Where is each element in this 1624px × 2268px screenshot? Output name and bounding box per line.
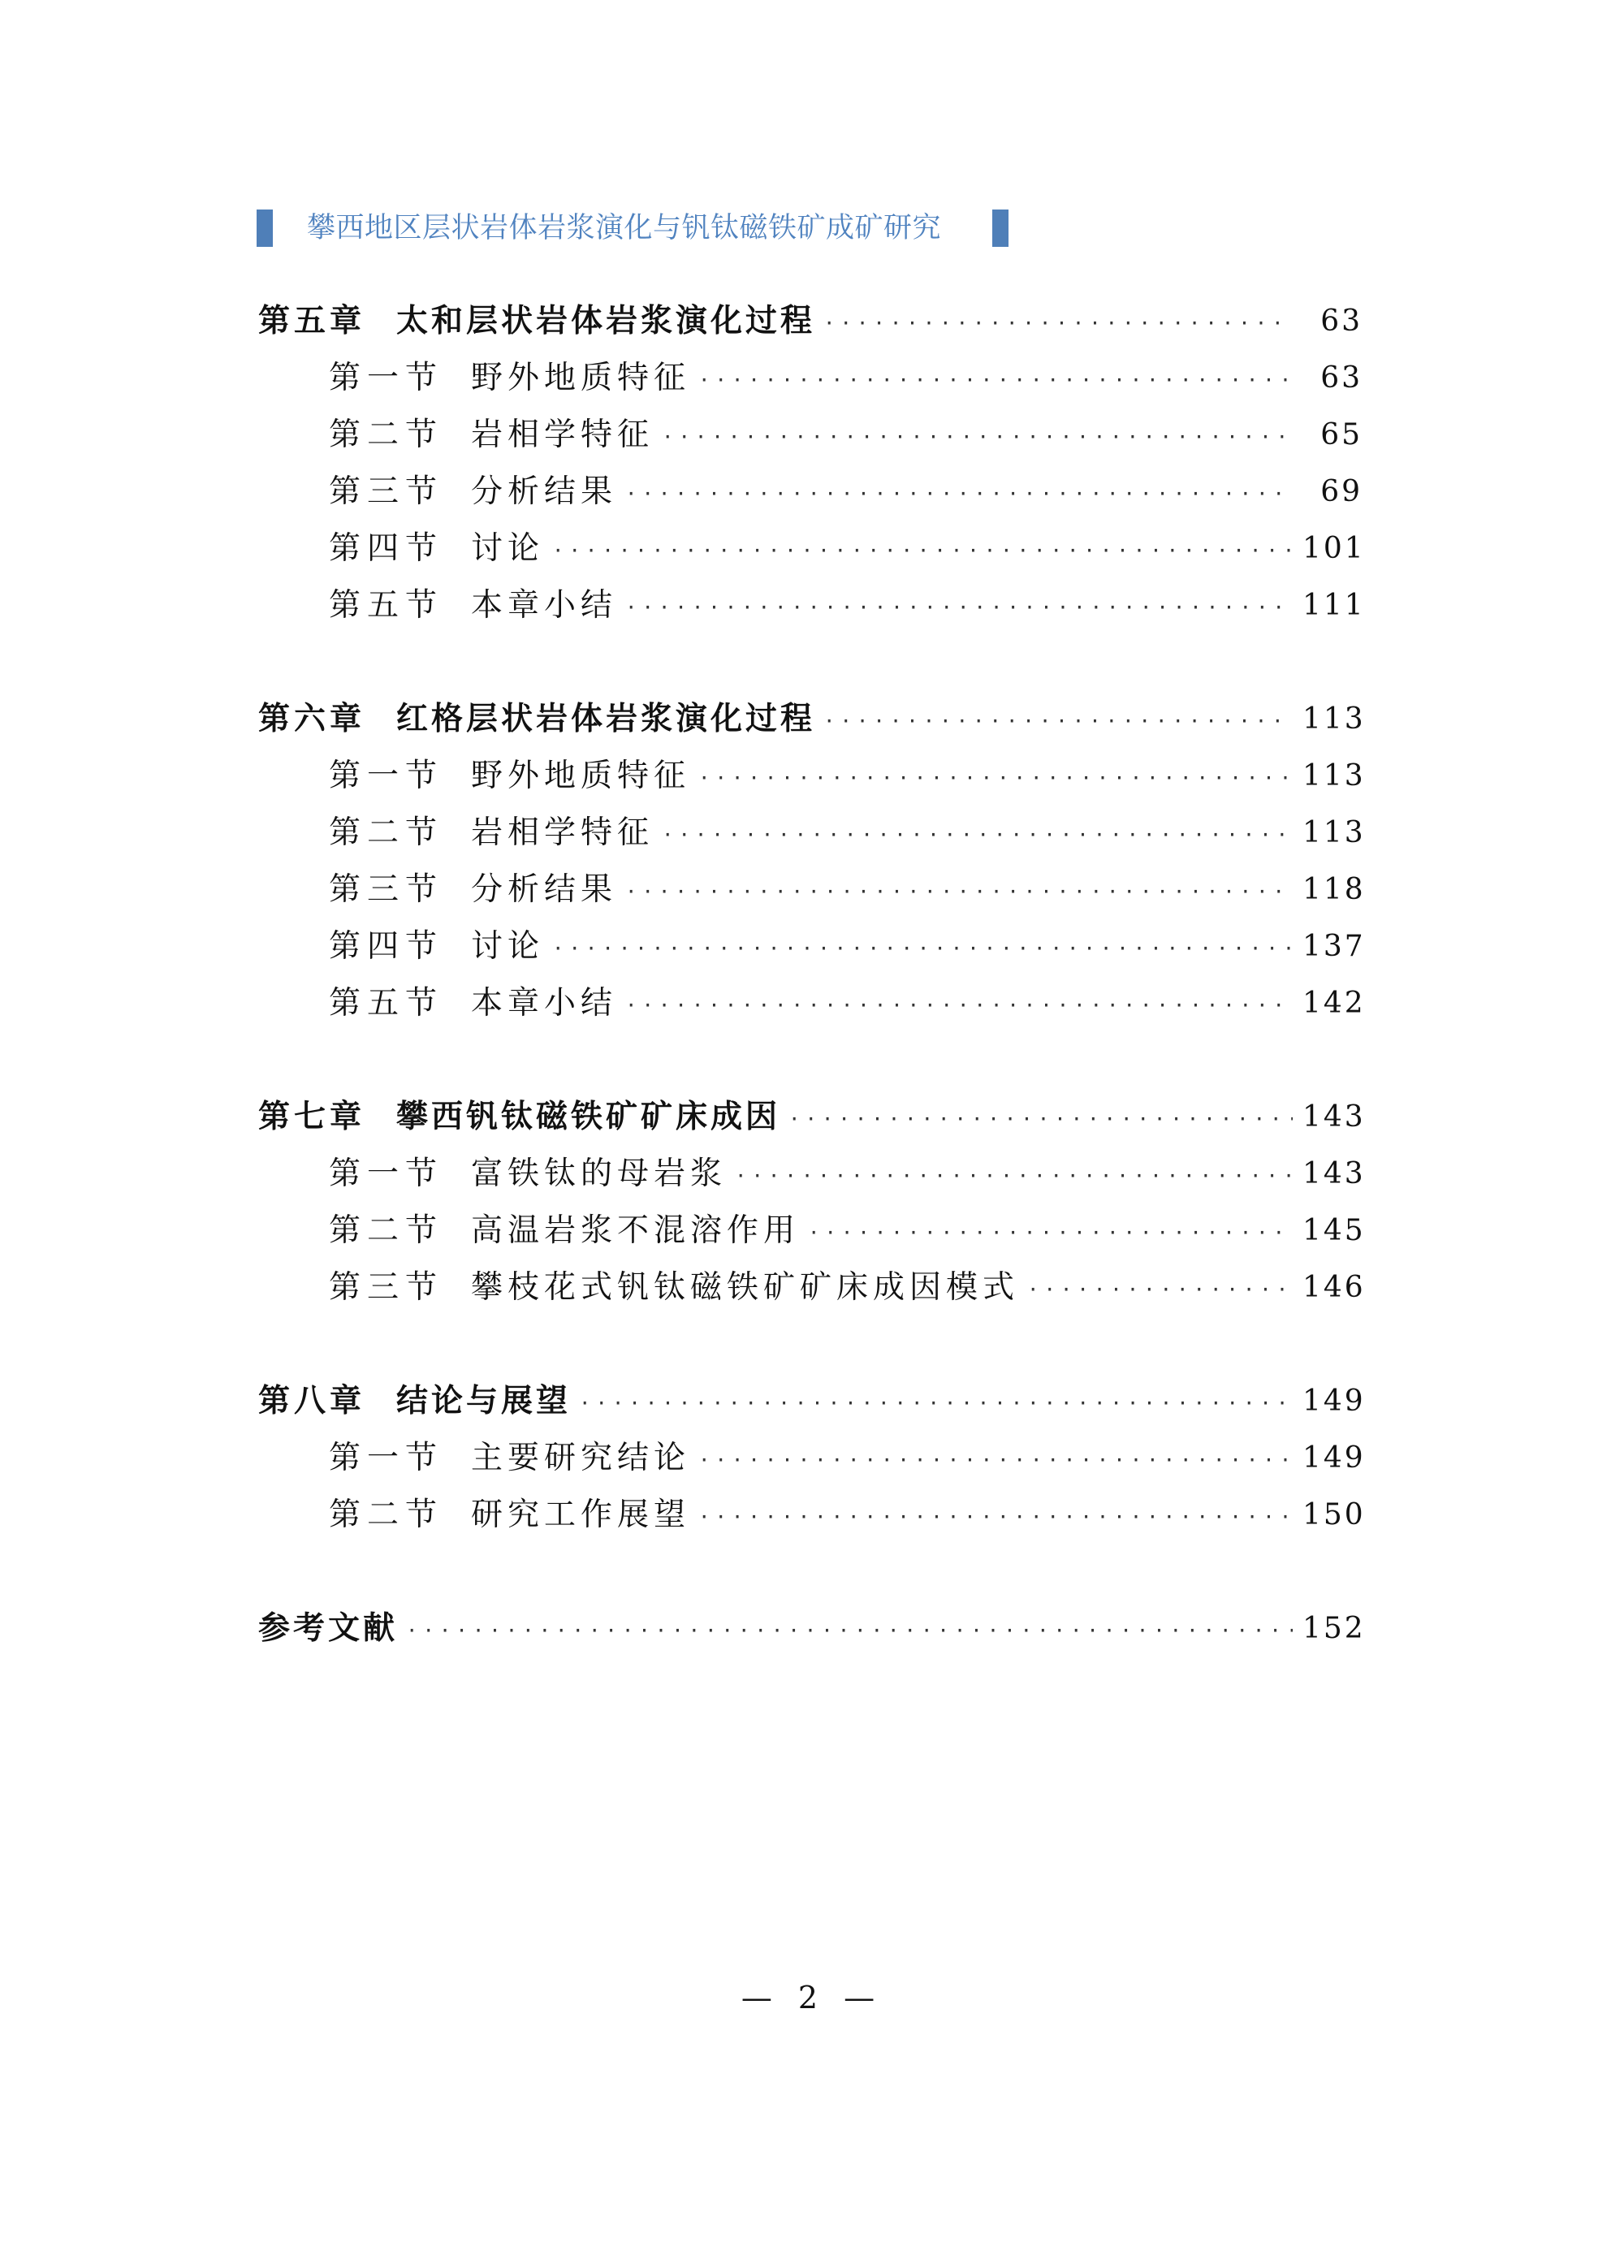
toc-section-8-1[interactable]	[329, 1434, 1366, 1483]
page-number: 113	[1302, 816, 1366, 849]
toc-section-6-5[interactable]	[329, 979, 1366, 1028]
leader-dots	[625, 866, 1293, 914]
page-number: 149	[1302, 1441, 1366, 1475]
leader-dots	[552, 525, 1293, 573]
section-label: 第二节	[329, 1497, 444, 1533]
chapter-label: 第八章	[258, 1383, 366, 1419]
page-number: 143	[1302, 1100, 1366, 1134]
section-label: 第一节	[329, 758, 444, 794]
leader-dots	[662, 809, 1293, 858]
running-header	[257, 210, 1010, 247]
leader-dots	[662, 411, 1293, 460]
chapter-label: 第七章	[258, 1099, 366, 1135]
page-number: 118	[1302, 873, 1366, 906]
section-title: 岩相学特征	[471, 814, 654, 851]
section-title: 讨论	[471, 928, 545, 965]
running-header-title: 攀西地区层状岩体岩浆演化与钒钛磁铁矿成矿研究	[307, 212, 942, 244]
toc-section-7-1[interactable]	[329, 1150, 1366, 1199]
section-label: 第二节	[329, 814, 444, 851]
leader-dots	[788, 1093, 1293, 1142]
page-number: 63	[1320, 305, 1363, 338]
toc-chapter-7[interactable]	[258, 1093, 1366, 1142]
page-number: 65	[1320, 418, 1363, 451]
page-number: 113	[1302, 759, 1366, 793]
section-label: 第三节	[329, 1269, 444, 1306]
section-title: 本章小结	[471, 985, 618, 1022]
section-label: 第一节	[329, 360, 444, 396]
leader-dots	[579, 1377, 1293, 1426]
section-label: 第五节	[329, 985, 444, 1022]
toc-section-8-2[interactable]	[329, 1491, 1366, 1540]
page-number: 145	[1302, 1214, 1366, 1247]
section-title: 富铁钛的母岩浆	[471, 1156, 728, 1192]
toc-chapter-5[interactable]	[258, 297, 1363, 346]
toc-section-7-3[interactable]	[329, 1264, 1366, 1312]
header-bar-right	[992, 210, 1009, 247]
leader-dots	[698, 1434, 1293, 1483]
toc-chapter-6[interactable]	[258, 695, 1366, 744]
section-title: 攀枝花式钒钛磁铁矿矿床成因模式	[471, 1269, 1020, 1306]
section-title: 高温岩浆不混溶作用	[471, 1212, 801, 1249]
leader-dots	[1027, 1264, 1293, 1312]
section-label: 第五节	[329, 587, 444, 624]
chapter-title: 结论与展望	[396, 1383, 572, 1419]
chapter-label: 第五章	[258, 303, 366, 339]
leader-dots	[625, 979, 1293, 1028]
toc-references[interactable]	[258, 1605, 1366, 1653]
chapter-title: 攀西钒钛磁铁矿矿床成因	[396, 1099, 781, 1135]
section-title: 野外地质特征	[471, 360, 691, 396]
page-number: 146	[1302, 1271, 1366, 1304]
leader-dots	[735, 1150, 1293, 1199]
section-title: 岩相学特征	[471, 417, 654, 453]
leader-dots	[823, 297, 1293, 346]
toc-section-6-2[interactable]	[329, 809, 1366, 858]
section-title: 分析结果	[471, 473, 618, 510]
leader-dots	[823, 695, 1293, 744]
section-title: 主要研究结论	[471, 1440, 691, 1476]
section-label: 第一节	[329, 1156, 444, 1192]
page-number: 152	[1302, 1612, 1366, 1645]
toc-section-5-1[interactable]	[329, 354, 1363, 403]
header-bar-left	[257, 210, 273, 247]
leader-dots	[698, 752, 1293, 801]
toc-section-5-5[interactable]	[329, 581, 1366, 630]
toc-section-6-1[interactable]	[329, 752, 1366, 801]
section-label: 第四节	[329, 530, 444, 567]
section-label: 第三节	[329, 871, 444, 908]
chapter-label: 第六章	[258, 701, 366, 737]
section-label: 第三节	[329, 473, 444, 510]
toc-section-7-2[interactable]	[329, 1207, 1366, 1255]
page-number: 150	[1302, 1498, 1366, 1531]
leader-dots	[625, 581, 1293, 630]
page-number: 137	[1302, 930, 1366, 963]
section-title: 研究工作展望	[471, 1497, 691, 1533]
section-label: 第一节	[329, 1440, 444, 1476]
toc-section-6-3[interactable]	[329, 866, 1366, 914]
page-number: 63	[1320, 361, 1363, 395]
page-number: 111	[1302, 589, 1366, 622]
section-title: 讨论	[471, 530, 545, 567]
page-folio: — 2 —	[741, 1980, 883, 2015]
section-title: 野外地质特征	[471, 758, 691, 794]
leader-dots	[406, 1605, 1293, 1653]
leader-dots	[625, 468, 1293, 516]
page-number: 142	[1302, 987, 1366, 1020]
toc-section-5-2[interactable]	[329, 411, 1363, 460]
leader-dots	[552, 922, 1293, 971]
page-number: 69	[1320, 475, 1363, 508]
section-label: 第二节	[329, 1212, 444, 1249]
section-label: 第四节	[329, 928, 444, 965]
references-title: 参考文献	[258, 1610, 399, 1647]
toc-section-5-3[interactable]	[329, 468, 1363, 516]
chapter-title: 太和层状岩体岩浆演化过程	[396, 303, 816, 339]
toc-section-6-4[interactable]	[329, 922, 1366, 971]
toc-section-5-4[interactable]	[329, 525, 1366, 573]
page-number: 101	[1302, 532, 1366, 565]
toc-chapter-8[interactable]	[258, 1377, 1366, 1426]
page-number: 113	[1302, 702, 1366, 736]
leader-dots	[698, 1491, 1293, 1540]
section-label: 第二节	[329, 417, 444, 453]
page-number: 149	[1302, 1385, 1366, 1418]
section-title: 分析结果	[471, 871, 618, 908]
chapter-title: 红格层状岩体岩浆演化过程	[396, 701, 816, 737]
section-title: 本章小结	[471, 587, 618, 624]
page-number: 143	[1302, 1157, 1366, 1190]
leader-dots	[808, 1207, 1293, 1255]
leader-dots	[698, 354, 1293, 403]
